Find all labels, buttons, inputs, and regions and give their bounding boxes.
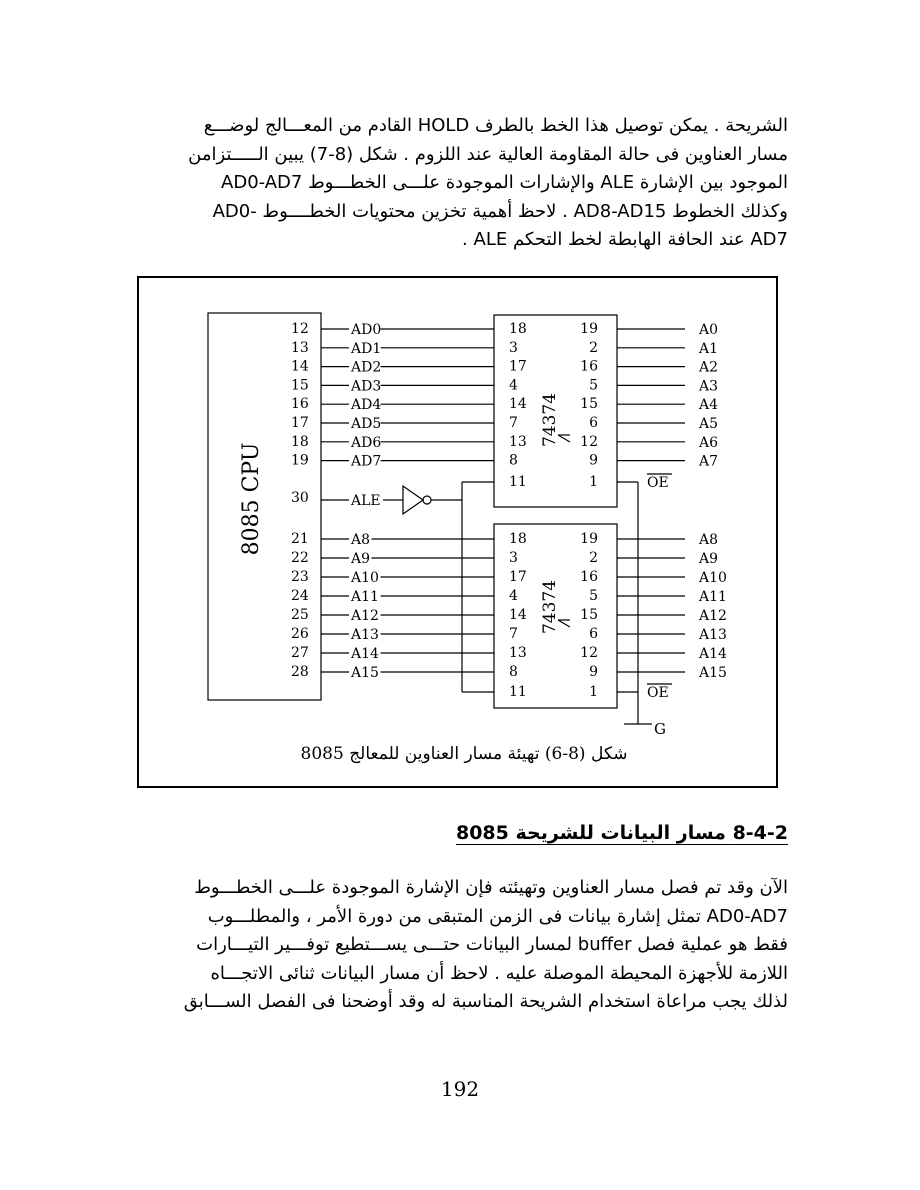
output-label: A7: [699, 453, 719, 470]
text-line: AD7 عند الحافة الهابطة لخط التحكم ALE .: [462, 229, 788, 250]
cpu-pin-number: 16: [291, 396, 309, 413]
cpu-pin-number: 18: [291, 433, 309, 450]
cpu-pin-number: 22: [291, 550, 309, 566]
bus-rows: [291, 321, 727, 700]
output-label: A2: [699, 359, 719, 376]
signal-label: AD1: [351, 340, 382, 357]
cpu-pin-number: 21: [291, 531, 309, 547]
upper-oe-label: OE: [647, 475, 669, 491]
latch-output-pin: 19: [580, 321, 598, 337]
output-label: A14: [699, 646, 727, 662]
latch-input-pin: 13: [509, 645, 527, 661]
latch-clock-pin: 11: [509, 684, 527, 700]
latch-input-pin: 7: [509, 626, 518, 642]
latch-output-pin: 5: [589, 377, 598, 394]
output-label: A9: [699, 551, 719, 567]
latch-output-pin: 15: [580, 607, 598, 623]
signal-label: AD3: [351, 378, 382, 395]
signal-label: AD0: [351, 322, 382, 338]
latch-input-pin: 8: [509, 452, 518, 469]
text-line: مسار العناوين فى حالة المقاومة العالية عند اللزوم . شكل (8-7) يبين الـــــتزامن: [188, 143, 788, 165]
upper-latch-label: 74374: [540, 392, 560, 448]
text-line: الآن وقد تم فصل مسار العناوين وتهيئته فإن الإشارة الموجودة علـــى الخطـــوط: [194, 877, 788, 898]
cpu-pin-number: 13: [291, 339, 309, 356]
signal-label: A12: [351, 608, 379, 624]
cpu-pin-number: 28: [291, 664, 309, 680]
output-label: A12: [699, 608, 727, 624]
latch-output-pin: 9: [589, 452, 598, 469]
signal-label: AD6: [351, 434, 382, 451]
latch-output-pin: 12: [580, 433, 598, 450]
signal-label: AD4: [351, 397, 382, 414]
latch-output-pin: 6: [589, 626, 598, 642]
signal-label: AD7: [351, 453, 382, 470]
text-line: فقط هو عملية فصل buffer لمسار البيانات حتـــى يســـتطيع توفـــير التيـــارات: [196, 934, 788, 955]
lower-oe-label: OE: [647, 685, 669, 701]
latch-input-pin: 14: [509, 607, 527, 623]
text-line: اللازمة للأجهزة المحيطة الموصلة عليه . لاحظ أن مسار البيانات ثنائى الاتجـــاه: [210, 962, 788, 984]
latch-input-pin: 3: [509, 339, 518, 356]
output-label: A5: [699, 416, 719, 432]
ale-label: ALE: [351, 493, 381, 509]
cpu-pin-number: 25: [291, 607, 309, 623]
inverter-gate: [403, 486, 423, 514]
latch-input-pin: 7: [509, 415, 518, 431]
signal-label: A13: [351, 627, 379, 643]
cpu-pin-number: 26: [291, 626, 309, 642]
signal-label: AD5: [351, 416, 382, 432]
cpu-pin-number: 14: [291, 358, 309, 375]
latch-output-pin: 19: [580, 531, 598, 547]
cpu-pin-number: 24: [291, 588, 309, 604]
page-number: 192: [440, 1077, 480, 1101]
output-label: A1: [699, 340, 719, 357]
signal-label: AD2: [351, 359, 382, 376]
latch-clock-pin: 11: [509, 474, 527, 490]
address-bus-circuit-diagram: [139, 278, 776, 786]
latch-output-pin: 9: [589, 664, 598, 680]
latch-output-pin: 2: [589, 550, 598, 566]
signal-label: A11: [351, 589, 379, 605]
text-line: لذلك يجب مراعاة استخدام الشريحة المناسبة له وقد أوضحنا فى الفصل الســـابق: [183, 991, 788, 1012]
text-line: الموجود بين الإشارة ALE والإشارات الموجودة علـــى الخطـــوط AD0-AD7: [221, 172, 788, 193]
latch-output-pin: 6: [589, 415, 598, 431]
cpu-pin-number: 17: [291, 415, 309, 431]
latch-output-pin: 15: [580, 396, 598, 413]
latch-input-pin: 8: [509, 664, 518, 680]
latch-output-pin: 2: [589, 339, 598, 356]
text-line: الشريحة . يمكن توصيل هذا الخط بالطرف HOLD القادم من المعـــالج لوضـــع: [203, 115, 788, 136]
signal-label: A10: [351, 570, 379, 586]
latch-oe-pin: 1: [589, 684, 598, 700]
output-label: A10: [699, 570, 727, 586]
output-label: A3: [699, 378, 719, 395]
text-line: وكذلك الخطوط AD8-AD15 . لاحظ أهمية تخزين محتويات الخطــــوط -AD0: [212, 200, 788, 222]
lower-latch-label: 74374: [540, 579, 560, 635]
latch-output-pin: 16: [580, 358, 598, 375]
inverter-bubble: [423, 496, 431, 504]
cpu-pin-number: 19: [291, 452, 309, 469]
latch-input-pin: 14: [509, 396, 527, 413]
latch-input-pin: 17: [509, 569, 527, 585]
latch-input-pin: 4: [509, 377, 518, 394]
output-label: A8: [699, 532, 719, 548]
figure-frame: [137, 276, 778, 788]
latch-oe-pin: 1: [589, 474, 598, 490]
cpu-pin-number: 23: [291, 569, 309, 585]
signal-label: A8: [351, 532, 371, 548]
ground-label: G: [654, 720, 666, 738]
cpu-pin-number: 15: [291, 377, 309, 394]
latch-input-pin: 13: [509, 433, 527, 450]
cpu-pin-number: 12: [291, 321, 309, 337]
latch-input-pin: 18: [509, 321, 527, 337]
text-line: AD0-AD7 تمثل إشارة بيانات فى الزمن المتبقى من دورة الأمر ، والمطلـــوب: [207, 905, 788, 927]
cpu-label: 8085 CPU: [239, 442, 264, 556]
output-label: A4: [699, 397, 719, 414]
ale-pin-number: 30: [291, 490, 309, 506]
output-label: A6: [699, 434, 719, 451]
output-label: A15: [699, 665, 727, 681]
latch-input-pin: 4: [509, 588, 518, 604]
latch-input-pin: 17: [509, 358, 527, 375]
output-label: A0: [699, 322, 719, 338]
output-label: A11: [699, 589, 727, 605]
cpu-pin-number: 27: [291, 645, 309, 661]
latch-output-pin: 16: [580, 569, 598, 585]
paragraph-bottom: [148, 874, 788, 1017]
latch-output-pin: 12: [580, 645, 598, 661]
latch-input-pin: 18: [509, 531, 527, 547]
signal-label: A14: [351, 646, 379, 662]
section-heading: 8-4-2 مسار البيانات للشريحة 8085: [455, 822, 788, 844]
output-label: A13: [699, 627, 727, 643]
signal-label: A15: [351, 665, 379, 681]
latch-input-pin: 3: [509, 550, 518, 566]
signal-label: A9: [351, 551, 371, 567]
figure-caption: شكل (8-6) تهيئة مسار العناوين للمعالج 8085: [300, 744, 628, 764]
paragraph-top: [148, 112, 788, 255]
latch-output-pin: 5: [589, 588, 598, 604]
